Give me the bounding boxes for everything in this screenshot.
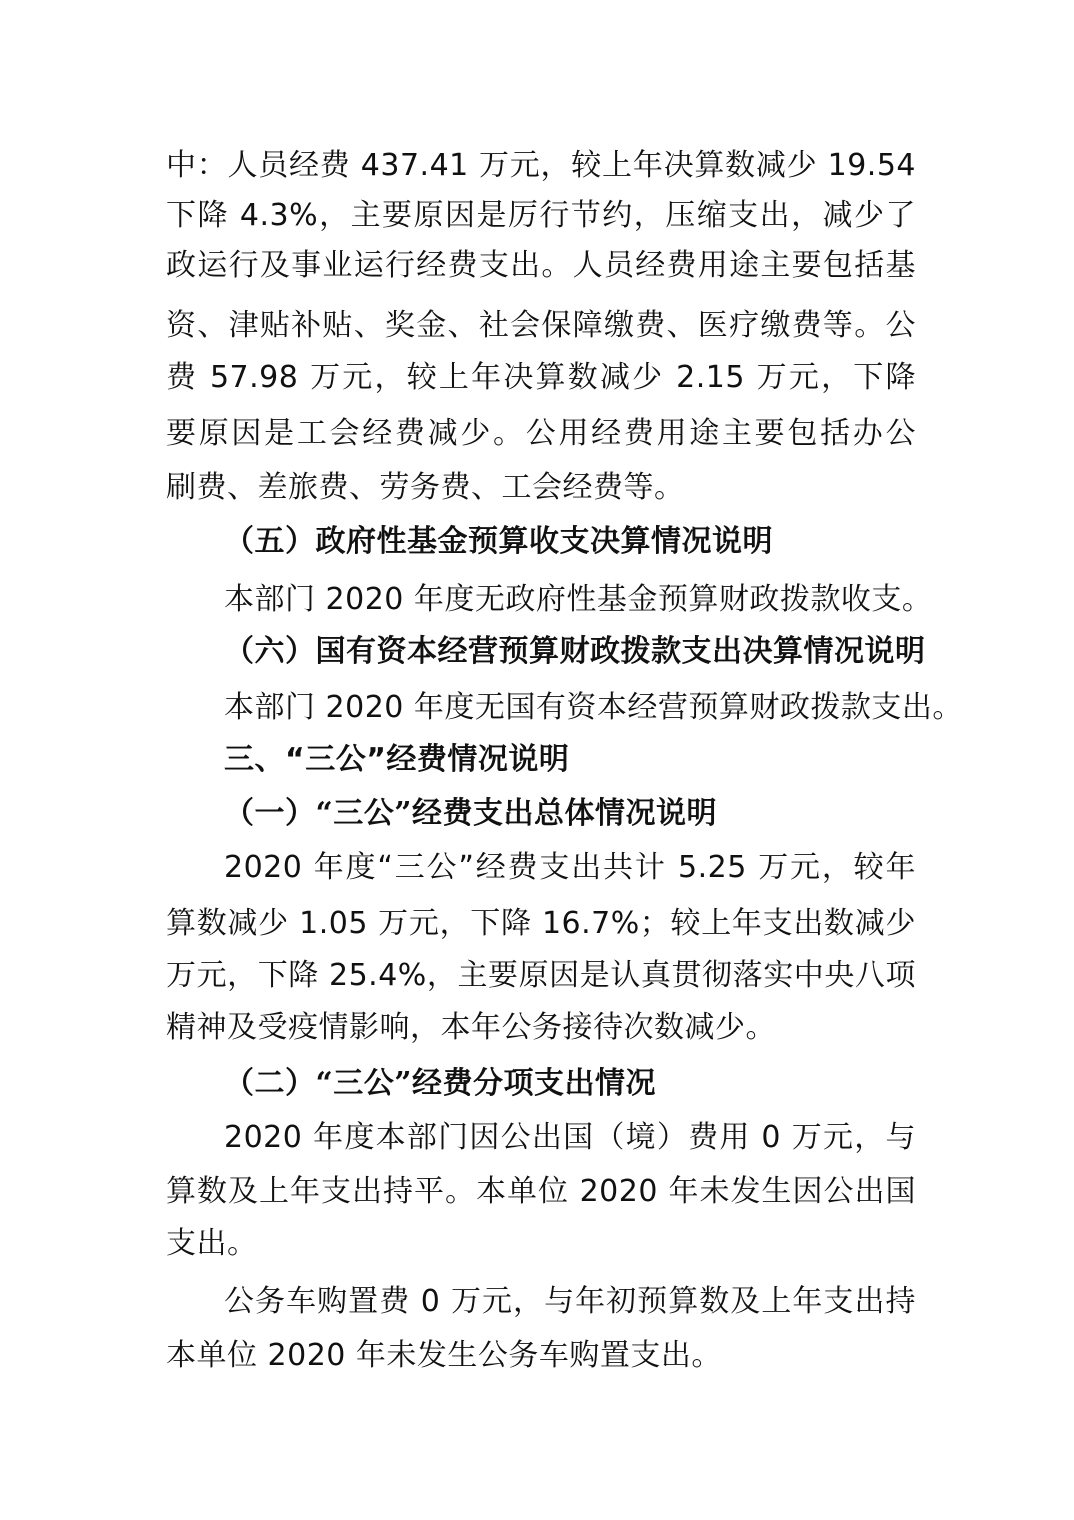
body-text-line: 下降 4.3%，主要原因是厉行节约，压缩支出，减少了: [166, 198, 916, 233]
body-text-line: 万元，下降 25.4%，主要原因是认真贯彻落实中央八项: [166, 958, 916, 993]
body-text-line: 2020 年度“三公”经费支出共计 5.25 万元，较年: [224, 850, 916, 885]
body-text-line: 公务车购置费 0 万元，与年初预算数及上年支出持: [224, 1284, 916, 1319]
body-text-line: 支出。: [166, 1226, 258, 1261]
body-text-line: 2020 年度本部门因公出国（境）费用 0 万元，与: [224, 1120, 916, 1155]
body-text-line: 本部门 2020 年度无国有资本经营预算财政拨款支出。: [224, 690, 963, 725]
body-text-line: 要原因是工会经费减少。公用经费用途主要包括办公: [166, 416, 916, 451]
body-text-line: 算数及上年支出持平。本单位 2020 年未发生因公出国: [166, 1174, 916, 1209]
body-text-line: 算数减少 1.05 万元，下降 16.7%；较上年支出数减少: [166, 906, 916, 941]
body-text-line: 刷费、差旅费、劳务费、工会经费等。: [166, 470, 685, 505]
subsection-heading: （一）“三公”经费支出总体情况说明: [224, 796, 718, 831]
subsection-heading: （五）政府性基金预算收支决算情况说明: [224, 524, 773, 559]
subsection-heading: （六）国有资本经营预算财政拨款支出决算情况说明: [224, 634, 926, 669]
body-text-line: 资、津贴补贴、奖金、社会保障缴费、医疗缴费等。公: [166, 308, 916, 343]
subsection-heading: （二）“三公”经费分项支出情况: [224, 1066, 657, 1101]
body-text-line: 政运行及事业运行经费支出。人员经费用途主要包括基: [166, 248, 916, 283]
body-text-line: 费 57.98 万元，较上年决算数减少 2.15 万元，下降: [166, 360, 916, 395]
body-text-line: 中：人员经费 437.41 万元，较上年决算数减少 19.54: [166, 148, 916, 183]
body-text-line: 本单位 2020 年未发生公务车购置支出。: [166, 1338, 722, 1373]
body-text-line: 本部门 2020 年度无政府性基金预算财政拨款收支。: [224, 582, 933, 617]
section-heading: 三、“三公”经费情况说明: [224, 742, 570, 777]
body-text-line: 精神及受疫情影响，本年公务接待次数减少。: [166, 1010, 776, 1045]
